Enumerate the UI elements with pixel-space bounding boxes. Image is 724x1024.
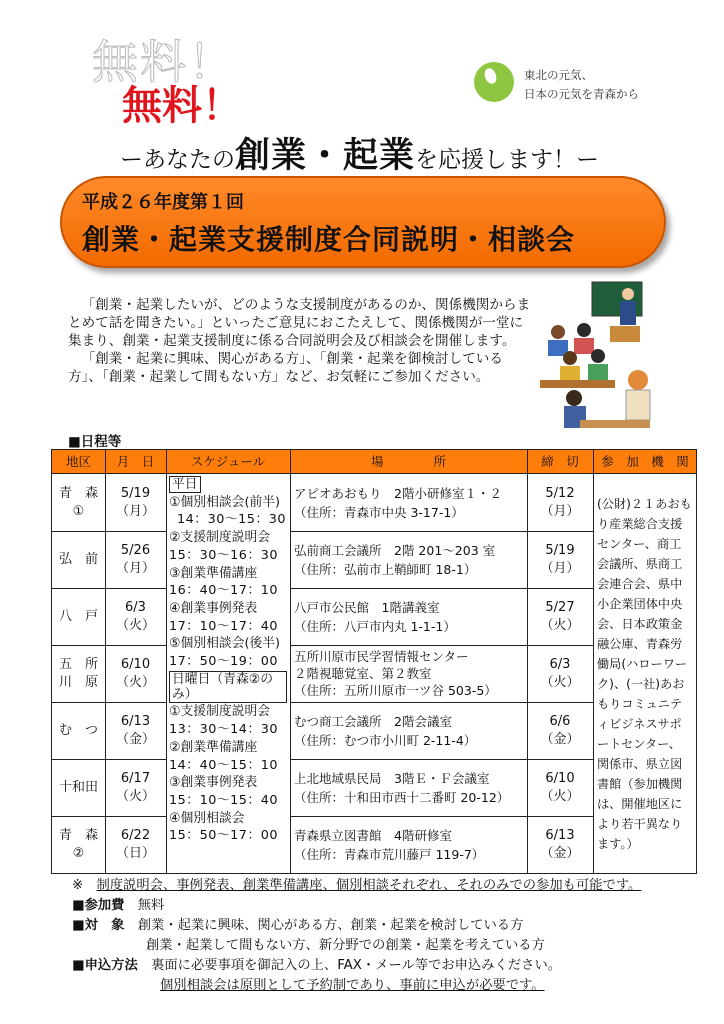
col-header-schedule: スケジュール <box>190 454 266 469</box>
col-header-deadline: 締 切 <box>541 454 579 469</box>
table-row-venue: 八戸市公民館 1階講義室 （住所：八戸市内丸 1-1-1） <box>294 599 456 634</box>
table-row-area: 青 森 ② <box>58 828 98 861</box>
table-row-date: 6/10 （火） <box>115 656 155 690</box>
table-row-venue: 青森県立図書館 4階研修室 （住所：青森市荒川藤戸 119-7） <box>294 828 485 862</box>
tagline: ーあなたの創業・起業を応援します！ー <box>120 136 600 176</box>
intro-text: 「創業・起業したいが、どのような支援制度があるのか、関係機関からまとめて話を聞きたい。」といったご意見におこたえして、関係機関が一堂に集まり、創業・起業支援制度に係る合同説明会及び相談会を開催します。 「創業・起業に興味、関心がある方」、「創業・起業を御検討している方」、「創業・起業して間もない方」など、お気軽にご参加ください。 <box>68 297 531 385</box>
table-row-area: 五 所 川 原 <box>58 656 98 690</box>
schedule-heading: ■日程等 <box>68 434 122 450</box>
participating-orgs: (公財)２１あおもり産業総合支援センター、商工会議所、県商工会連合会、県中小企業団体中央会、日本政策金融公庫、青森労働局(ハローワーク)、(一社)あおもりコミュニティビジネスサポートセンター、関係市、県立図書館（参加機関は、開催地区により若干異なります。） <box>597 497 692 851</box>
table-row-venue: むつ商工会議所 2階会議室 （住所：むつ市小川町 2-11-4） <box>294 713 477 748</box>
table-row-area: む つ <box>58 722 98 738</box>
schedule-program: 平日 ①個別相談会(前半) 14：30〜15：30 ②支援制度説明会 15：30〜16：30 ③創業準備講座 16：40〜17：10 ④創業事例発表 17：10〜17：40 ⑤個別相談会(後半) 17：50〜19：00 日曜日（青森②のみ） ①支援制度説明会 13：30〜14：30 ②創業準備講座 14：40〜15：10 ③創業事例発表 15：10〜15：40 ④個別相談会 15：50〜17：00 <box>169 477 287 844</box>
notes-section: ※ 制度説明会、事例発表、創業準備講座、個別相談それぞれ、それのみでの参加も可能です。 ■参加費 無料 ■対 象 創業・起業に興味、関心がある方、創業・起業を検討している方 創業・起業して間もない方、新分野での創業・起業を考えている方 ■申込方法 裏面に必要事項を御記入の上、FAX・メール等でお申込みください。 個別相談会は原則として予約制であり、事前に申込が必要です。 <box>72 878 642 993</box>
table-row-deadline: 5/19 （月） <box>540 542 580 576</box>
table-row-venue: 上北地域県民局 3階Ｅ・Ｆ会議室 （住所：十和田市西十二番町 20-12） <box>294 770 510 805</box>
table-row-venue: 弘前商工会議所 2階 201〜203 室 （住所：弘前市上鞘師町 18-1） <box>294 542 496 577</box>
table-row-venue: 五所川原市民学習情報センター ２階視聴覚室、第２教室 （住所：五所川原市一ツ谷 503-5） <box>294 649 497 698</box>
table-row-area: 青 森 ① <box>58 485 98 519</box>
table-row-date: 6/22 （日） <box>115 828 155 861</box>
table-row-date: 5/26 （月） <box>115 542 155 576</box>
table-row-date: 6/3 （火） <box>115 599 155 633</box>
table-row-deadline: 6/6 （金） <box>540 713 580 747</box>
table-row-deadline: 5/12 （月） <box>540 485 580 519</box>
logo-circle-icon <box>474 62 514 102</box>
table-row-venue: アピオあおもり 2階小研修室１・２ （住所：青森市中央 3-17-1） <box>294 485 502 520</box>
banner-subtitle: 平成２６年度第１回 <box>82 192 244 213</box>
table-row-area: 十和田 <box>58 779 98 795</box>
table-row-deadline: 6/13 （金） <box>540 828 580 861</box>
col-header-area: 地区 <box>65 454 91 469</box>
table-row-deadline: 6/10 （火） <box>540 770 580 804</box>
free-heading: 無料！ <box>122 82 242 129</box>
col-header-venue: 場 所 <box>370 454 446 469</box>
table-row-date: 6/13 （金） <box>115 713 155 747</box>
free-outline-heading: 無料！ <box>92 35 236 89</box>
table-row-area: 弘 前 <box>58 551 98 567</box>
sunday-tag: 日曜日（青森②のみ） <box>169 671 287 703</box>
seminar-illustration-icon <box>540 280 670 445</box>
schedule-table <box>51 449 697 874</box>
table-row-deadline: 5/27 （火） <box>540 599 580 633</box>
table-row-area: 八 戸 <box>58 608 98 624</box>
col-header-date: 月 日 <box>116 454 155 469</box>
banner-title: 創業・起業支援制度合同説明・相談会 <box>82 223 576 256</box>
logo-text: 東北の元気、 日本の元気を青森から <box>524 68 639 101</box>
table-row-deadline: 6/3 （火） <box>540 656 580 690</box>
table-row-date: 5/19 （月） <box>115 485 155 519</box>
weekday-tag: 平日 <box>169 476 201 493</box>
col-header-orgs: 参 加 機 関 <box>601 454 689 469</box>
table-row-date: 6/17 （火） <box>115 770 155 804</box>
